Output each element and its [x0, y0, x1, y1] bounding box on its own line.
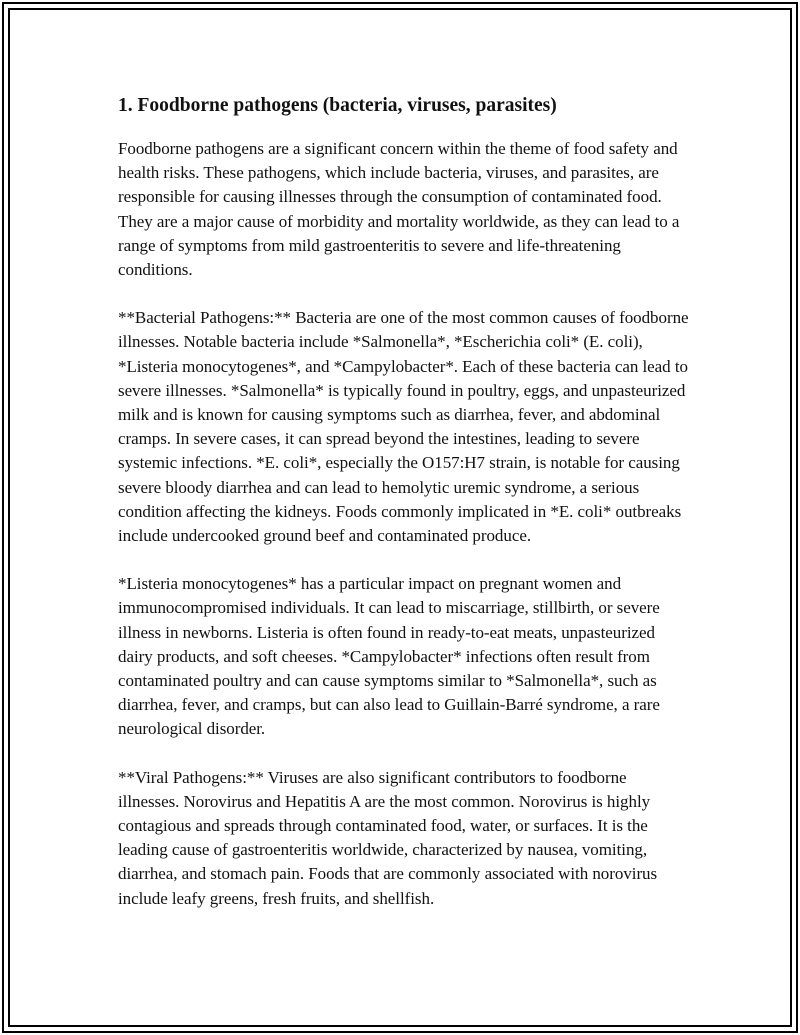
paragraph-listeria-campylobacter: *Listeria monocytogenes* has a particular impact on pregnant women and immunocompromised individuals. It can lead to miscarriage, stillbirth, or severe illness in newborns. Listeria is often found in ready-to-eat meats, unpasteurized dairy products, and soft cheeses. *Campylobacter* infections often result from contaminated poultry and can cause symptoms similar to *Salmonella*, such as diarrhea, fever, and cramps, but can also lead to Guillain-Barré syndrome, a rare neurological disorder.: [118, 574, 660, 739]
paragraph-viral-pathogens: **Viral Pathogens:** Viruses are also significant contributors to foodborne illnesses. Norovirus and Hepatitis A are the most common. Norovirus is highly contagious and spreads through contaminated food, water, or surfaces. It is the leading cause of gastroenteritis worldwide, characterized by nausea, vomiting, diarrhea, and stomach pain. Foods that are commonly associated with norovirus include leafy greens, fresh fruits, and shellfish.: [118, 767, 658, 908]
paragraph-intro: Foodborne pathogens are a significant concern within the theme of food safety and health risks. These pathogens, which include bacteria, viruses, and parasites, are responsible for causing illnesses through the consumption of contaminated food. They are a major cause of morbidity and mortality worldwide, as they can lead to a range of symptoms from mild gastroenteritis to severe and life-threatening conditions.: [118, 139, 680, 280]
document-body: [118, 93, 690, 911]
section-heading: 1. Foodborne pathogens (bacteria, viruses, parasites): [118, 95, 557, 116]
paragraph-bacterial-pathogens: **Bacterial Pathogens:** Bacteria are one of the most common causes of foodborne illnesses. Notable bacteria include *Salmonella*, *Escherichia coli* (E. coli), *Listeria monocytogenes*, and *Campylobacter*. Each of these bacteria can lead to severe illnesses. *Salmonella* is typically found in poultry, eggs, and unpasteurized milk and is known for causing symptoms such as diarrhea, fever, and abdominal cramps. In severe cases, it can spread beyond the intestines, leading to severe systemic infections. *E. coli*, especially the O157:H7 strain, is notable for causing severe bloody diarrhea and can lead to hemolytic uremic syndrome, a serious condition affecting the kidneys. Foods commonly implicated in *E. coli* outbreaks include undercooked ground beef and contaminated produce.: [118, 308, 689, 546]
